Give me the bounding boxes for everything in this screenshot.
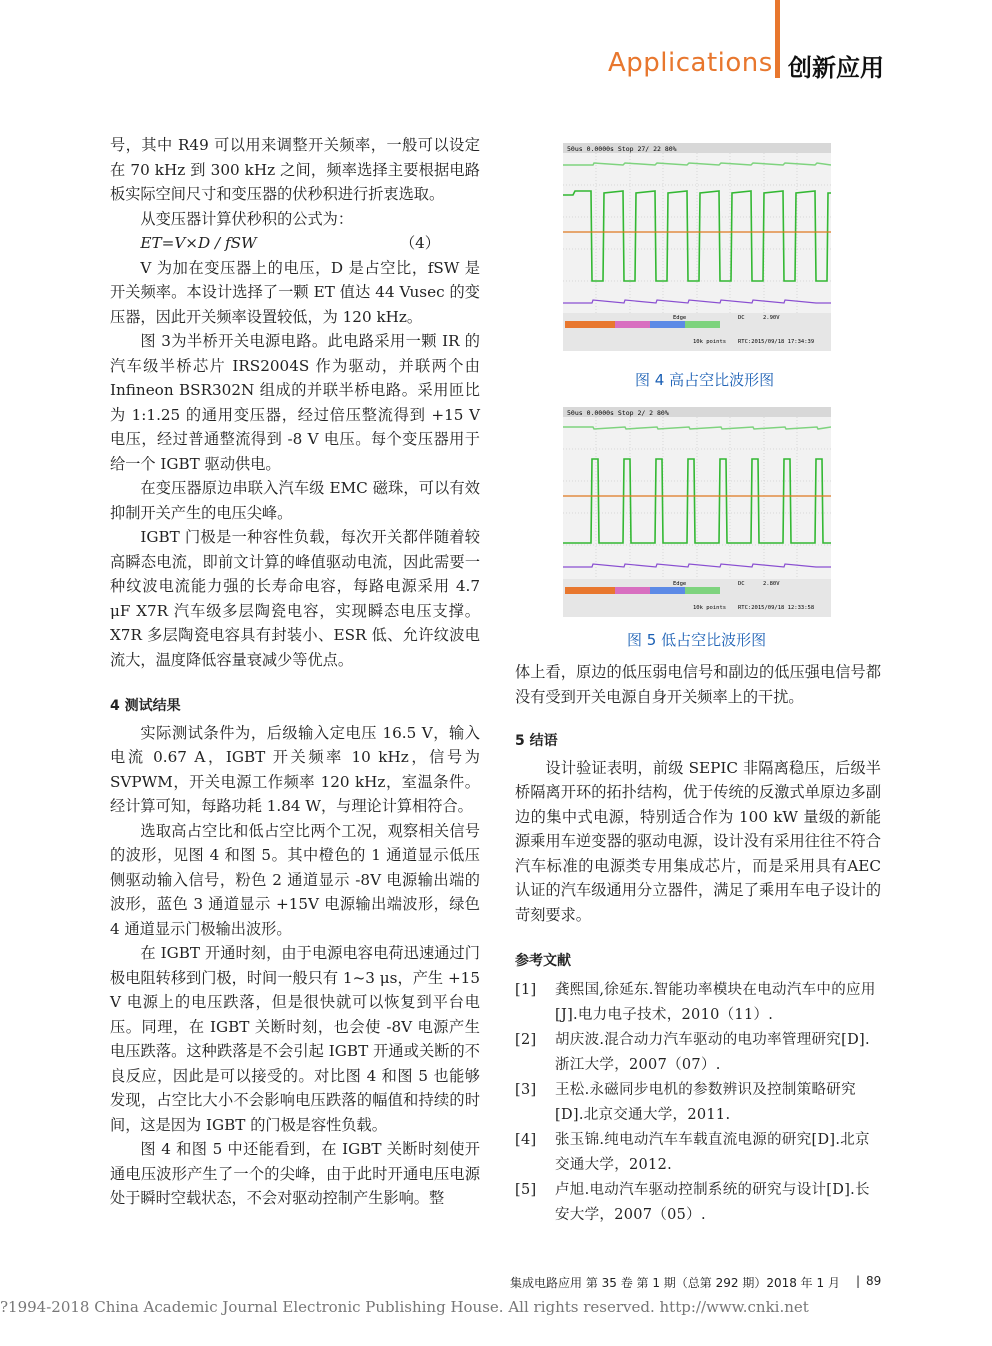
fig4-points: 10k points [693,339,727,345]
section-heading-5: 5 结语 [515,733,558,749]
paragraph: 从变压器计算伏秒积的公式为： [140,209,354,228]
left-column [110,133,480,1211]
reference-item: [1] 龚熙国,徐延东.智能功率模块在电动汽车中的应用[J].电力电子技术，2010（11）. [515,981,876,1023]
header-accent-bar [775,0,780,78]
fig5-trig-level: 2.80V [763,581,780,587]
figure-5-caption: 图 5 低占空比波形图 [627,631,767,649]
section-heading-4: 4 测试结果 [110,698,181,714]
fig5-points: 10k points [693,605,727,611]
references-title: 参考文献 [515,953,571,969]
reference-list [515,978,881,1228]
figure-4-oscilloscope [563,143,831,351]
section-title-cn: 创新应用 [788,54,884,82]
fig5-edge-label: Edge [673,581,687,587]
fig4-edge-label: Edge [673,315,687,321]
fig4-top-readout: 50us 0.0000s Stop 27/ 22 80% [567,145,677,153]
formula-4 [110,231,480,256]
paragraph: 设计验证表明，前级 SEPIC 非隔离稳压，后级半桥隔离开环的拓扑结构，优于传统的反激式单原边多副边的集中式电源，特别适合作为 100 kW 量级的新能源乘用车逆变器的驱动电源，设计没有采用往往不符合汽车标准的电源类专用集成芯片，而是采用具有AEC 认证的汽车级通用分立器件，满足了乘用车电子设计的苛刻要求。 [515,758,881,924]
paragraph: IGBT 门极是一种容性负载，每次开关都伴随着较高瞬态电流，即前文计算的峰值驱动电流，因此需要一种纹波电流能力强的长寿命电容，每路电源采用 4.7 μF X7R 汽车级多层陶瓷电容，实现瞬态电压支撑。X7R 多层陶瓷电容具有封装小、ESR 低、允许纹波电流大，温度降低容量衰减少等优点。 [110,528,480,669]
fig4-dc-label: DC [738,315,745,321]
paragraph: 实际测试条件为，后级输入定电压 16.5 V，输入电流 0.67 A，IGBT 开关频率 10 kHz，信号为 SVPWM，开关电源工作频率 120 kHz，室温条件。经计算可知，每路功耗 1.84 W，与理论计算相符合。 [110,723,480,815]
paragraph: 在 IGBT 开通时刻，由于电源电容电荷迅速通过门极电阻转移到门极，时间一般只有 1~3 μs，产生 +15 V 电源上的电压跌落，但是很快就可以恢复到平台电压。同理，在 IGBT 关断时刻，也会使 -8V 电源产生电压跌落。这种跌落是不会引起 IGBT 开通或关断的不良反应，因此是可以接受的。对比图 4 和图 5 也能够发现，占空比大小不会影响电压跌落的幅值和持续的时间，这是因为 IGBT 的门极是容性负载。 [110,944,480,1134]
figure-4-caption: 图 4 高占空比波形图 [635,371,775,389]
reference-item: [4] 张玉锦.纯电动汽车车载直流电源的研究[D].北京交通大学，2012. [515,1131,870,1173]
fig4-trig-level: 2.90V [763,315,780,321]
paragraph: 体上看，原边的低压弱电信号和副边的低压强电信号都没有受到开关电源自身开关频率上的干扰。 [515,663,881,706]
paragraph: 图 3为半桥开关电源电路。此电路采用一颗 IR 的汽车级半桥芯片 IRS2004S 作为驱动，并联两个由 Infineon BSR302N 组成的并联半桥电路。采用匝比为 1:1.25 的通用变压器，经过倍压整流得到 +15 V 电压，经过普通整流得到 -8 V 电压。每个变压器用于给一个 IGBT 驱动供电。 [110,332,480,473]
fig5-rtc: RTC:2015/09/18 12:33:58 [738,605,815,611]
copyright-line: ?1994-2018 China Academic Journal Electronic Publishing House. All rights reserved. http://www.cnki.net [0,1298,809,1316]
paragraph: 号，其中 R49 可以用来调整开关频率，一般可以设定在 70 kHz 到 300 kHz 之间，频率选择主要根据电路板实际空间尺寸和变压器的伏秒积进行折衷选取。 [110,136,480,203]
paragraph: V 为加在变压器上的电压，D 是占空比，fSW 是开关频率。本设计选择了一颗 ET 值达 44 Vusec 的变压器，因此开关频率设置较低，为 120 kHz。 [110,258,480,326]
formula-text: ET=V×D / fSW [140,234,257,252]
reference-item: [2] 胡庆波.混合动力汽车驱动的电功率管理研究[D].浙江大学，2007（07）. [515,1031,870,1073]
fig5-top-readout: 50us 0.0000s Stop 2/ 2 80% [567,409,669,417]
footer-divider: | [856,1274,861,1288]
right-column [515,660,881,1228]
section-title-en: Applications [608,48,773,78]
paragraph: 在变压器原边串联入汽车级 EMC 磁珠，可以有效抑制开关产生的电压尖峰。 [110,479,480,522]
journal-info: 集成电路应用 第 35 卷 第 1 期（总第 292 期）2018 年 1 月 [510,1276,840,1290]
figure-5-oscilloscope [563,407,831,617]
reference-item: [5] 卢旭.电动汽车驱动控制系统的研究与设计[D].长安大学，2007（05）. [515,1181,870,1223]
page-number: 89 [866,1274,882,1288]
formula-number: （4） [399,234,440,252]
reference-item: [3] 王松.永磁同步电机的参数辨识及控制策略研究[D].北京交通大学，2011. [515,1081,856,1123]
paragraph: 选取高占空比和低占空比两个工况，观察相关信号的波形，见图 4 和图 5。其中橙色的 1 通道显示低压侧驱动输入信号，粉色 2 通道显示 -8V 电源输出端的波形，蓝色 3 通道显示 +15V 电源输出端波形，绿色 4 通道显示门极输出波形。 [110,821,480,938]
fig4-rtc: RTC:2015/09/18 17:34:39 [738,339,815,345]
fig5-dc-label: DC [738,581,745,587]
paragraph: 图 4 和图 5 中还能看到，在 IGBT 关断时刻使开通电压波形产生了一个的尖峰，由于此时开通电压电源处于瞬时空载状态，不会对驱动控制产生影响。整 [110,1140,480,1207]
